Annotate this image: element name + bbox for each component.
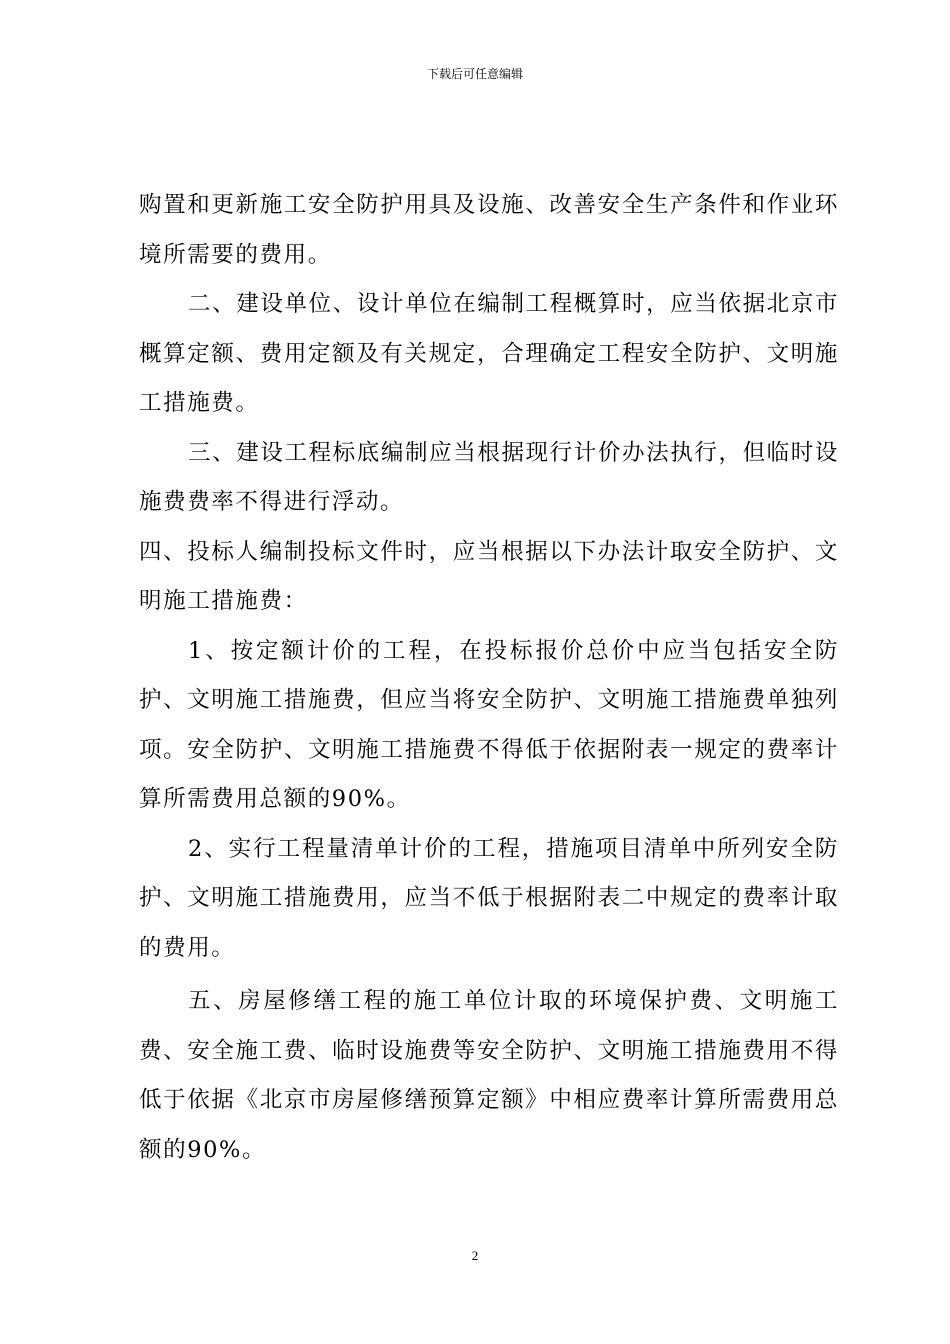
paragraph-section-4: 四、投标人编制投标文件时，应当根据以下办法计取安全防护、文明施工措施费： bbox=[139, 538, 839, 614]
document-body bbox=[139, 181, 839, 1175]
paragraph-section-2: 二、建设单位、设计单位在编制工程概算时，应当依据北京市概算定额、费用定额及有关规定，合理确定工程安全防护、文明施工措施费。 bbox=[139, 291, 839, 416]
page-number: 2 bbox=[471, 1248, 479, 1263]
paragraph-section-5: 五、房屋修缮工程的施工单位计取的环境保护费、文明施工费、安全施工费、临时设施费等安全防护、文明施工措施费用不得低于依据《北京市房屋修缮预算定额》中相应费率计算所需费用总额的90%。 bbox=[139, 988, 839, 1163]
page-header: 下载后可任意编辑 bbox=[426, 67, 523, 81]
paragraph-item-2: 2、实行工程量清单计价的工程，措施项目清单中所列安全防护、文明施工措施费用，应当不低于根据附表二中规定的费率计取的费用。 bbox=[139, 835, 839, 961]
paragraph-section-3: 三、建设工程标底编制应当根据现行计价办法执行，但临时设施费费率不得进行浮动。 bbox=[139, 439, 839, 515]
paragraph-item-1: 1、按定额计价的工程，在投标报价总价中应当包括安全防护、文明施工措施费，但应当将安全防护、文明施工措施费单独列项。安全防护、文明施工措施费不得低于依据附表一规定的费率计算所需费用总额的90%。 bbox=[139, 637, 839, 812]
paragraph-continuation: 购置和更新施工安全防护用具及设施、改善安全生产条件和作业环境所需要的费用。 bbox=[139, 192, 839, 268]
